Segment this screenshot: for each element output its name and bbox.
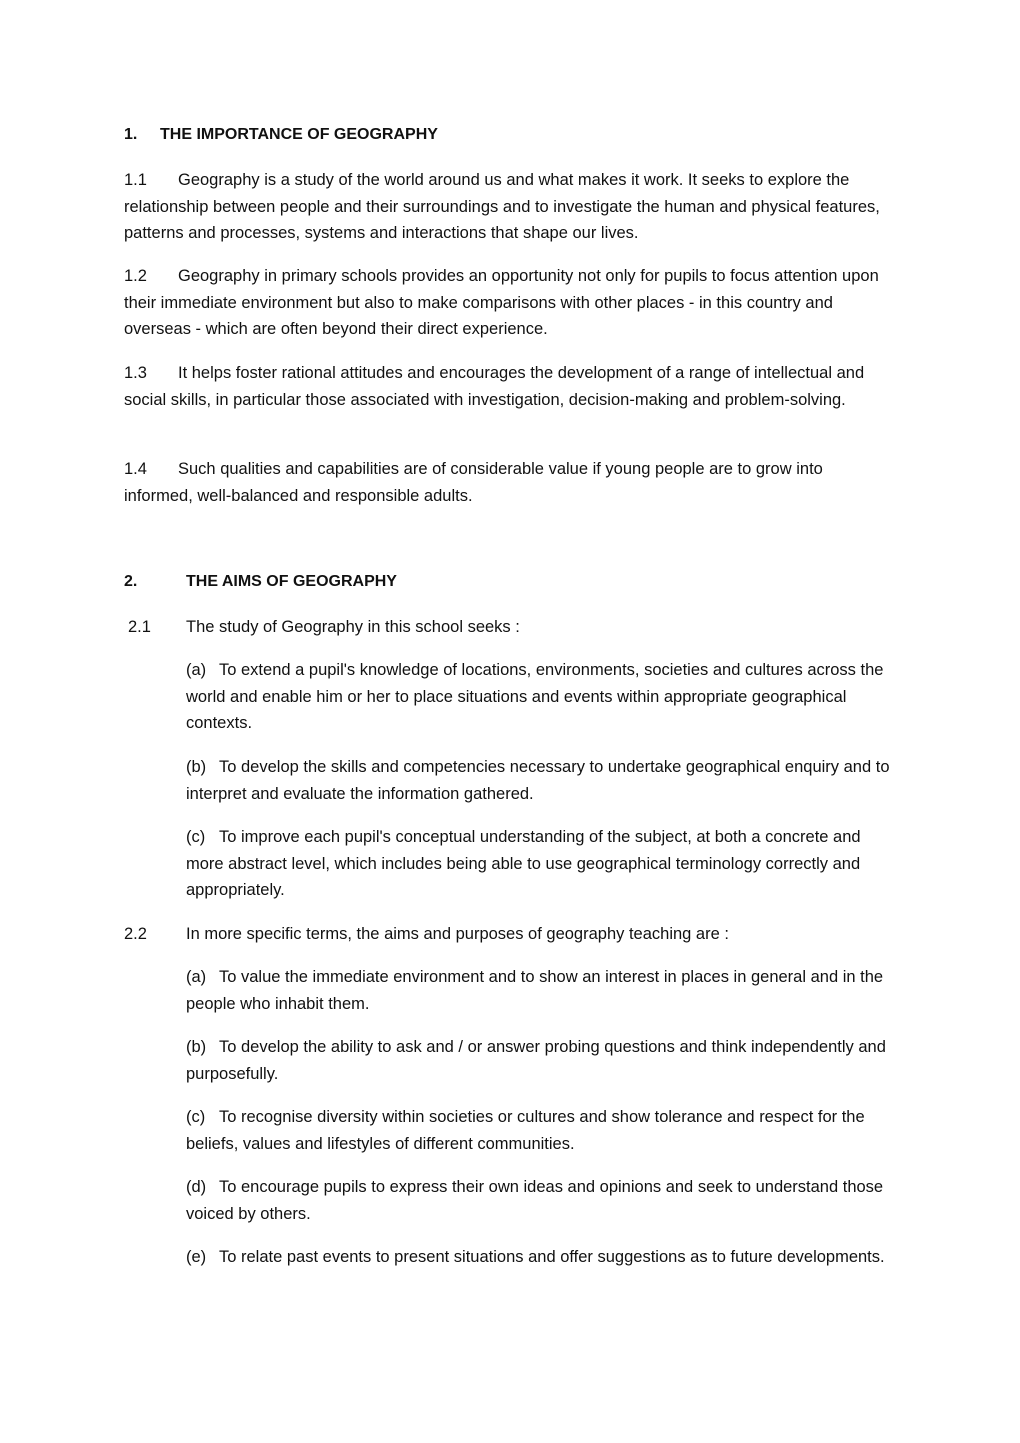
section-1-title: THE IMPORTANCE OF GEOGRAPHY (160, 126, 438, 143)
paragraph-1-3 (124, 360, 896, 413)
item-label: (b) (186, 1038, 207, 1056)
paragraph-number: 1.3 (124, 364, 147, 382)
paragraph-text: It helps foster rational attitudes and encourages the development of a range of intellectual and social skills, in particular those associated with investigation, decision-making and problem-solving. (124, 364, 865, 409)
item-label: (a) (186, 661, 207, 679)
item-label: (e) (186, 1248, 207, 1266)
item-text: To relate past events to present situations and offer suggestions as to future developments. (219, 1248, 885, 1266)
aim-2-2-d (186, 1174, 898, 1227)
item-label: (c) (186, 828, 206, 846)
paragraph-number: 1.4 (124, 460, 147, 478)
item-label: (b) (186, 758, 207, 776)
section-2-title: THE AIMS OF GEOGRAPHY (186, 573, 397, 590)
paragraph-1-4 (124, 456, 896, 509)
paragraph-1-2 (124, 263, 896, 343)
item-text: To improve each pupil's conceptual understanding of the subject, at both a concrete and more abstract level, which includes being able to use geographical terminology correctly and appropriately. (186, 828, 861, 899)
paragraph-number: 2.1 (128, 618, 151, 636)
paragraph-2-1 (128, 614, 520, 641)
item-text: To develop the skills and competencies necessary to undertake geographical enquiry and to interpret and evaluate the information gathered. (186, 758, 890, 803)
section-2-number: 2. (124, 573, 138, 590)
item-label: (a) (186, 968, 207, 986)
paragraph-number: 2.2 (124, 925, 147, 943)
aim-2-2-b (186, 1034, 898, 1087)
aim-2-1-b (186, 754, 898, 807)
section-1-heading (124, 126, 438, 144)
paragraph-1-1 (124, 167, 896, 247)
item-text: To recognise diversity within societies or cultures and show tolerance and respect for the beliefs, values and lifestyles of different communities. (186, 1108, 865, 1153)
item-label: (c) (186, 1108, 206, 1126)
item-text: To value the immediate environment and to show an interest in places in general and in the people who inhabit them. (186, 968, 884, 1013)
section-1-number: 1. (124, 126, 138, 143)
section-2-heading (124, 573, 397, 591)
aim-2-1-c (186, 824, 898, 904)
paragraph-2-2 (124, 921, 729, 948)
paragraph-number: 1.2 (124, 267, 147, 285)
paragraph-number: 1.1 (124, 171, 147, 189)
aim-2-1-a (186, 657, 898, 737)
aim-2-2-c (186, 1104, 898, 1157)
paragraph-text: Geography is a study of the world around us and what makes it work. It seeks to explore the relationship between people and their surroundings and to investigate the human and physical features, patterns and processes, systems and interactions that shape our lives. (124, 171, 880, 242)
item-text: To extend a pupil's knowledge of locations, environments, societies and cultures across the world and enable him or her to place situations and events within appropriate geographical contexts. (186, 661, 884, 732)
paragraph-text: Such qualities and capabilities are of considerable value if young people are to grow into informed, well-balanced and responsible adults. (124, 460, 823, 505)
paragraph-text: Geography in primary schools provides an opportunity not only for pupils to focus attention upon their immediate environment but also to make comparisons with other places - in this country and overseas - which are often beyond their direct experience. (124, 267, 879, 338)
paragraph-text: In more specific terms, the aims and purposes of geography teaching are : (186, 925, 729, 943)
paragraph-text: The study of Geography in this school seeks : (186, 618, 520, 636)
item-label: (d) (186, 1178, 207, 1196)
item-text: To develop the ability to ask and / or answer probing questions and think independently and purposefully. (186, 1038, 886, 1083)
item-text: To encourage pupils to express their own ideas and opinions and seek to understand those voiced by others. (186, 1178, 884, 1223)
aim-2-2-a (186, 964, 898, 1017)
aim-2-2-e (186, 1244, 898, 1271)
